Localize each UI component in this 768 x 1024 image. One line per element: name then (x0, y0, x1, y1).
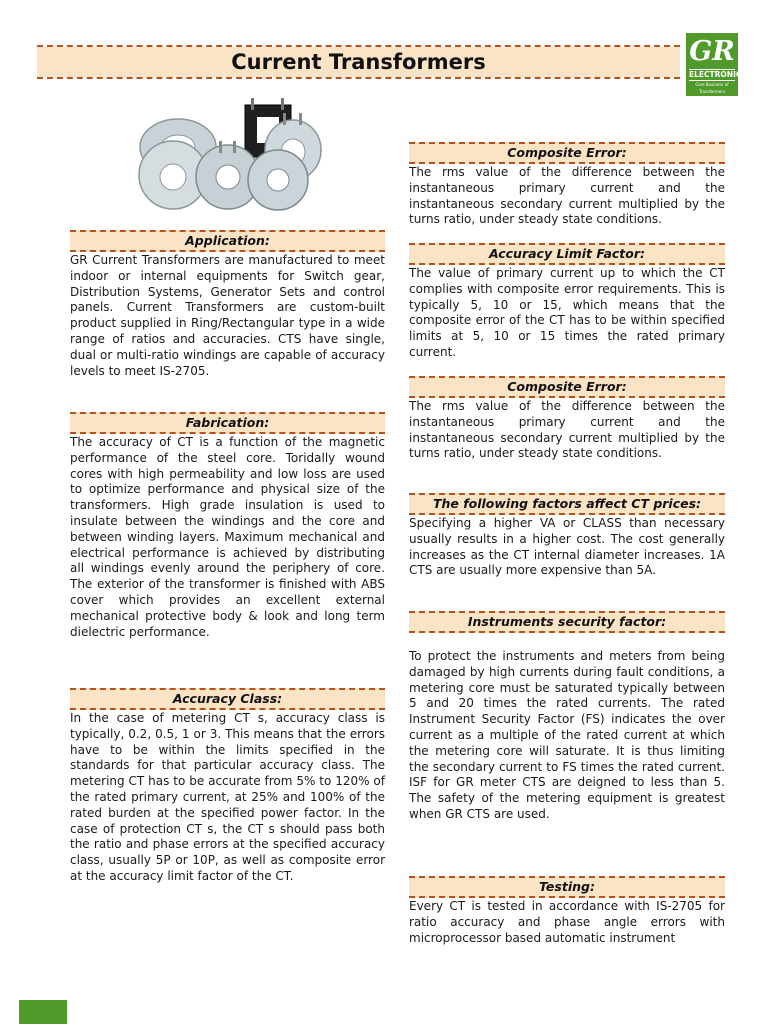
composite-error-text: The rms value of the difference between the instantaneous primary current and the instantaneous secondary current multiplied by the turns ratio, under steady state conditions. (409, 165, 725, 227)
accuracy-class-section (70, 688, 385, 885)
application-section (70, 230, 385, 379)
logo-wordmark: ELECTRONICS (689, 70, 747, 79)
fabrication-section (70, 412, 385, 640)
application-heading: Application: (70, 230, 385, 252)
fabrication-text: The accuracy of CT is a function of the magnetic performance of the steel core. Toridally wound cores with high permeability and low loss are used to optimize performance and physical size of the transformers. High grade insulation is used to insulate between the windings and the core and between winding layers. Maximum mechanical and electrical performance is achieved by distributing all windings evenly around the periphery of core. The exterior of the transformer is finished with ABS cover which provides an excellent external mechanical protective body & look and long term dielectric performance. (70, 435, 385, 639)
logo-tagline: Core Business of Transformers (695, 82, 729, 94)
accuracy-class-heading: Accuracy Class: (70, 688, 385, 710)
application-text: GR Current Transformers are manufactured to meet indoor or internal equipments for Switch gear, Distribution Systems, Generator Sets and control panels. Current Transformers are custom-built product supplied in Ring/Rectangular type in a wide range of ratios and accuracies. CTS have single, dual or multi-ratio windings are capable of accuracy levels to meet IS-2705. (70, 253, 385, 378)
accuracy-limit-heading: Accuracy Limit Factor: (409, 243, 725, 265)
accuracy-class-text: In the case of metering CT s, accuracy class is typically, 0.2, 0.5, 1 or 3. This means that the errors have to be within the limits specified in the standards for that particular accuracy class. The metering CT has to be accurate from 5% to 120% of the rated primary current, at 25% and 100% of the rated burden at the specified power factor. In the case of protection CT s, the CT s should pass both the ratio and phase errors at the specified accuracy class, usually 5P or 10P, as well as composite error at the accuracy limit factor of the CT. (70, 711, 385, 883)
price-factors-heading: The following factors affect CT prices: (409, 493, 725, 515)
accuracy-limit-section (409, 243, 725, 361)
testing-section (409, 876, 725, 946)
fabrication-heading: Fabrication: (70, 412, 385, 434)
composite-error-repeat-text: The rms value of the difference between the instantaneous primary current and the instantaneous secondary current multiplied by the turns ratio, under steady state conditions. (409, 399, 725, 461)
composite-error-heading: Composite Error: (409, 142, 725, 164)
page-number-tab (19, 1000, 67, 1024)
price-factors-text: Specifying a higher VA or CLASS than necessary usually results in a higher cost. The cost generally increases as the CT internal diameter increases. 1A CTS are usually more expensive than 5A. (409, 516, 725, 578)
testing-heading: Testing: (409, 876, 725, 898)
security-factor-text: To protect the instruments and meters from being damaged by high currents during fault conditions, a metering core must be saturated typically between 5 and 20 times the rated currents. The rated Instrument Security Factor (FS) indicates the over current as a multiple of the rated current at which the metering core will saturate. It is thus limiting the secondary current to FS times the rated current. ISF for GR meter CTS are deigned to less than 5. The safety of the metering equipment is greatest when GR CTS are used. (409, 649, 725, 821)
composite-error-repeat-section (409, 376, 725, 462)
page-title: Current Transformers (231, 50, 486, 74)
composite-error-repeat-heading: Composite Error: (409, 376, 725, 398)
accuracy-limit-text: The value of primary current up to which the CT complies with composite error requirements. This is typically 5, 10 or 15, which means that the composite error of the CT has to be within specified limits at 5, 10 or 15 times the rated primary current. (409, 266, 725, 359)
security-factor-heading: Instruments security factor: (409, 611, 725, 633)
title-bottom-rule (37, 77, 680, 79)
security-factor-section (409, 611, 725, 823)
price-factors-section (409, 493, 725, 579)
logo-mark: GR (689, 36, 735, 67)
composite-error-section (409, 142, 725, 228)
gr-electronics-logo (686, 33, 747, 96)
current-transformers-photo (133, 95, 333, 215)
testing-text: Every CT is tested in accordance with IS-2705 for ratio accuracy and phase angle errors with microprocessor based automatic instrument (409, 899, 725, 945)
